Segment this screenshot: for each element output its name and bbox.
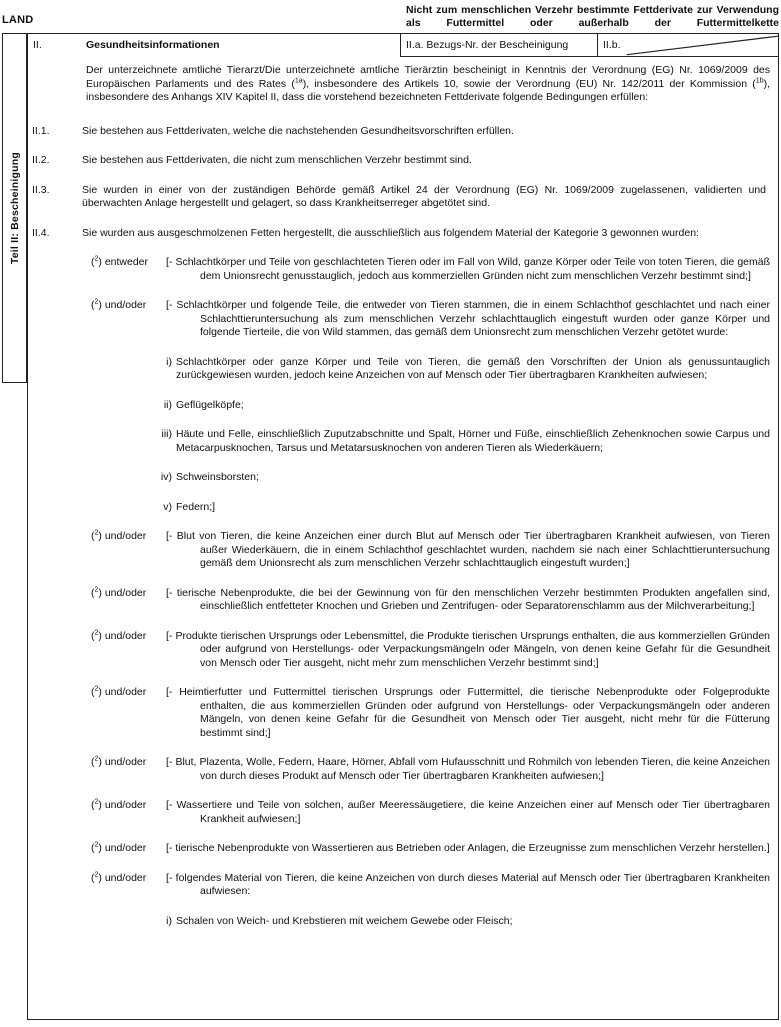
option-text: [- folgendes Material von Tieren, die keine Anzeichen von durch dieses Material auf Mensch oder Tier übertragbaren Krankheiten aufwiesen: [166,871,770,897]
option-text: [- Schlachtkörper und Teile von geschlachteten Tieren oder im Fall von Wild, ganze Körper oder Teile von toten Tieren, die gemäß dem Unionsrecht genusstauglich, jedoch aus kommerziellen Gründen nicht zum menschlichen Verzehr bestimmt sind;] [166,256,770,282]
option-text: [- Schlachtkörper und folgende Teile, die entweder von Tieren stammen, die in einem Schlachthof geschlachtet und nach einer Schlachttieruntersuchung als zum menschlichen Verzehr schlachttauglich eingestuft wurden oder ganze Körper und folgende Tierteile, die von Wild stammen, das gemäß dem Unionsrecht zum menschlichen Verzehr getötet wurde: [166,299,770,338]
diagonal-strikethrough-line [598,34,778,56]
subitem-number: v) [163,500,172,513]
subitem-text: Federn;] [176,500,216,513]
option-text: [- Blut, Plazenta, Wolle, Federn, Haare, Hörner, Abfall vom Hufausschnitt und Rohmilch von lebenden Tieren, die keine Anzeichen von durch dieses Produkt auf Mensch oder Tier übertragbaren Krankheiten aufwiesen;] [166,756,770,782]
part-ii-side-box [2,33,27,383]
part-ii-side-label: Teil II: Bescheinigung [8,151,21,265]
option-text: [- Produkte tierischen Ursprungs oder Lebensmittel, die Produkte tierischen Ursprungs enthalten, die aus kommerziellen Gründen oder aufgrund von Herstellungs- oder Verpackungsmängeln oder Mängeln, von denen keine Gefahr für die Gesundheit von Mensch oder Tier ausgeht, nicht mehr zum menschlichen Verzehr bestimmt sind;] [166,629,770,669]
item-text: Sie bestehen aus Fettderivaten, welche die nachstehenden Gesundheitsvorschriften erfüllen. [82,124,514,137]
iib-label: II.b. [603,39,621,51]
option-row-undoder-3 [91,587,778,614]
subitem-text: Schalen von Weich- und Krebstieren mit weichem Gewebe oder Fleisch; [176,914,513,927]
option-connector-label: ($^2$) und/oder [91,586,147,599]
option-row-undoder-7 [91,799,778,826]
option-connector-label: ($^2$) und/oder [91,298,147,311]
option-connector-label: ($^2$) und/oder [91,685,147,698]
option-connector-label: ($^2$) und/oder [91,629,147,642]
subitem-number: iv) [160,471,172,483]
option-row-undoder-4 [91,630,778,671]
section-title: Gesundheitsinformationen [86,39,220,51]
option-row-undoder-6 [91,756,778,783]
subitem-row-iii [152,428,778,455]
item-number: II.2. [32,154,50,166]
subitem-number: iii) [161,428,172,440]
item-row-ii1 [28,125,778,139]
option-row-undoder-1 [91,299,778,340]
reference-number-cell: II.a. Bezugs-Nr. der Bescheinigung [400,34,597,57]
option-connector-label: ($^2$) und/oder [91,871,147,884]
subitem-row-iv [152,471,778,485]
subitem-text: Geflügelköpfe; [176,398,244,411]
item-text: Sie wurden aus ausgeschmolzenen Fetten hergestellt, die ausschließlich aus folgendem Material der Kategorie 3 gewonnen wurden: [82,226,699,239]
option-text: [- Blut von Tieren, die keine Anzeichen einer durch Blut auf Mensch oder Tier übertragbaren Krankheit aufwiesen, von Tieren außer Wiederkäuern, die in einem Schlachthof geschlachtet wurden, nachdem sie nach einer Schlachttieruntersuchung gemäß dem Unionsrecht als zum menschlichen Verzehr schlachttauglich eingestuft wurden;] [166,530,770,569]
subitem-row-v [152,501,778,515]
option-row-entweder [91,256,778,283]
subitem-text: Schweinsborsten; [176,471,259,483]
item-row-ii2 [28,154,778,168]
item-number: II.4. [32,226,50,239]
country-label: LAND [2,14,34,26]
option-row-undoder-5 [91,686,778,740]
option-text: [- tierische Nebenprodukte von Wassertieren aus Betrieben oder Anlagen, die Erzeugnisse zum menschlichen Verzehr herstellen.] [166,842,770,854]
subitem-text: Häute und Felle, einschließlich Zuputzabschnitte und Spalt, Hörner und Füße, einschließlich Zehenknochen sowie Carpus und Metacarpusknochen, Tarsus und Metatarsusknochen von anderen Tieren als Wiederkäuern; [176,428,770,454]
option-row-undoder-8 [91,842,778,856]
subitem-row-ii [152,399,778,413]
item-text: Sie bestehen aus Fettderivaten, die nicht zum menschlichen Verzehr bestimmt sind. [82,154,472,166]
subitem-number: ii) [163,398,172,411]
option-text: [- Wassertiere und Teile von solchen, außer Meeressäugetiere, die keine Anzeichen einer auf Mensch oder Tier übertragbaren Krankheit aufwiesen;] [166,799,770,825]
intro-paragraph: Der unterzeichnete amtliche Tierarzt/Die unterzeichnete amtliche Tierärztin bescheinigt in Kenntnis der Verordnung (EG) Nr. 1069/2009 des Europäischen Parlaments und des Rates ($^{1a}$), insbesondere des Artikels 10, sowie der Verordnung (EU) Nr. 142/2011 der Kommission ($^{1b}$), insbesondere des Anhangs XIV Kapitel II, dass die vorstehend bezeichneten Fettderivate folgende Bedingungen erfüllen: [86,64,771,103]
option-connector-label: ($^2$) und/oder [91,798,147,811]
subitem-text: Schlachtkörper oder ganze Körper und Teile von Tieren, die gemäß den Vorschriften der Union als genussuntauglich zurückgewiesen wurden, jedoch keine Anzeichen von auf Mensch oder Tier übertragbaren Krankheiten aufwiesen; [176,355,770,381]
item-number: II.3. [32,183,50,196]
table-header-row [28,34,778,57]
document-title: Nicht zum menschlichen Verzehr bestimmte Fettderivate zur Verwendung als Futtermittel oder außerhalb der Futtermittelkette [406,4,779,29]
option-connector-label: ($^2$) und/oder [91,529,147,542]
option-row-undoder-2 [91,530,778,571]
certificate-content [28,57,778,928]
option-text: [- Heimtierfutter und Futtermittel tierischen Ursprungs oder Futtermittel, die tierische Nebenprodukte oder Folgeprodukte enthalten, die aus kommerziellen Gründen oder aufgrund von Herstellungs- oder Verpackungsmängeln oder anderen Mängeln, von denen keine Gefahr für die Gesundheit von Mensch oder Tier ausgeht, nicht mehr für die Fütterung bestimmt sind;] [166,686,770,739]
subitem-row-schalen [152,915,778,929]
item-text: Sie wurden in einer von der zuständigen Behörde gemäß Artikel 24 der Verordnung (EG) Nr. 1069/2009 zugelassenen, validierten und überwachten Anlage hergestellt und gelagert, so dass Krankheitserreger abgetötet sind. [82,183,766,209]
option-row-undoder-9 [91,872,778,899]
certificate-table [27,33,779,1020]
subitem-number: i) [166,914,172,927]
option-connector-label: ($^2$) und/oder [91,755,147,768]
subitem-row-i [152,356,778,383]
item-row-ii3 [28,184,778,211]
option-text: [- tierische Nebenprodukte, die bei der Gewinnung von für den menschlichen Verzehr bestimmten Produkten angefallen sind, einschließlich entfetteter Knochen und Grieben und Zentrifugen- oder Separatorenschlamm aus der Milchverarbeitung;] [166,586,770,612]
iib-cell [597,34,778,57]
option-connector-label: ($^2$) entweder [91,255,149,268]
option-connector-label: ($^2$) und/oder [91,841,147,854]
section-number: II. [33,39,42,51]
subitem-number: i) [166,355,172,368]
item-row-ii4 [28,227,778,241]
item-number: II.1. [32,124,50,137]
